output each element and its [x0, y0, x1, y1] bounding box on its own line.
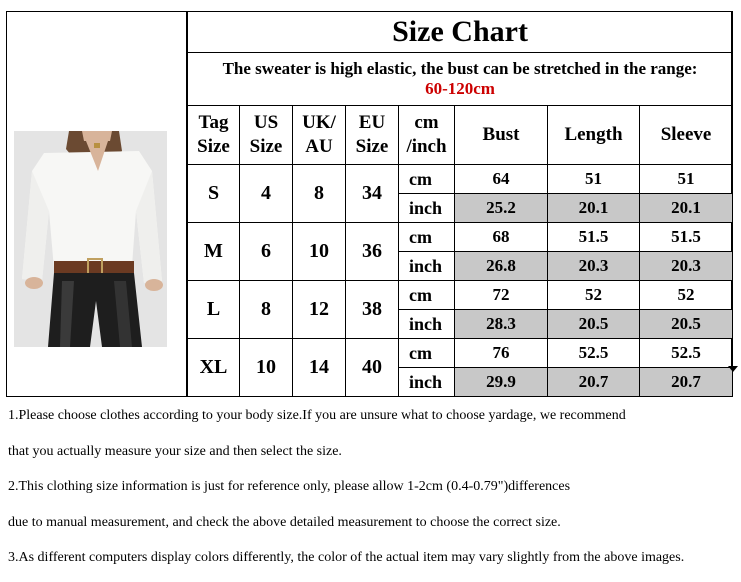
- tag-size-cell: L: [188, 281, 240, 339]
- size-chart-table: [187, 11, 733, 397]
- table-row: [188, 281, 733, 310]
- uk-au-cell: 10: [293, 223, 346, 281]
- eu-size-cell: 36: [346, 223, 399, 281]
- eu-size-cell: 40: [346, 339, 399, 397]
- product-photo: [14, 131, 167, 347]
- unit-cm-cell: cm: [399, 223, 455, 252]
- header-uk-au: UK/ AU: [293, 106, 346, 165]
- bust-cm-cell: 72: [455, 281, 548, 310]
- header-sleeve: Sleeve: [640, 106, 733, 165]
- bust-cm-cell: 64: [455, 165, 548, 194]
- sleeve-cm-cell: 51.5: [640, 223, 733, 252]
- us-size-cell: 10: [240, 339, 293, 397]
- tag-size-cell: M: [188, 223, 240, 281]
- uk-au-cell: 8: [293, 165, 346, 223]
- table-row: [188, 165, 733, 194]
- table-row: [188, 223, 733, 252]
- length-inch-cell: 20.7: [548, 368, 640, 397]
- length-cm-cell: 52.5: [548, 339, 640, 368]
- unit-inch-cell: inch: [399, 194, 455, 223]
- bust-inch-cell: 29.9: [455, 368, 548, 397]
- note-line: that you actually measure your size and then select the size.: [8, 443, 342, 459]
- eu-size-cell: 34: [346, 165, 399, 223]
- sleeve-inch-cell: 20.7: [640, 368, 733, 397]
- eu-size-cell: 38: [346, 281, 399, 339]
- us-size-cell: 8: [240, 281, 293, 339]
- note-line: due to manual measurement, and check the above detailed measurement to choose the correct size.: [8, 514, 561, 530]
- header-unit: cm /inch: [399, 106, 455, 165]
- bust-cm-cell: 68: [455, 223, 548, 252]
- unit-inch-cell: inch: [399, 310, 455, 339]
- header-length: Length: [548, 106, 640, 165]
- uk-au-cell: 12: [293, 281, 346, 339]
- length-cm-cell: 51: [548, 165, 640, 194]
- length-inch-cell: 20.5: [548, 310, 640, 339]
- length-cm-cell: 51.5: [548, 223, 640, 252]
- triangle-marker: [728, 366, 738, 372]
- unit-cm-cell: cm: [399, 165, 455, 194]
- tag-size-cell: XL: [188, 339, 240, 397]
- bust-inch-cell: 28.3: [455, 310, 548, 339]
- bust-inch-cell: 25.2: [455, 194, 548, 223]
- us-size-cell: 6: [240, 223, 293, 281]
- uk-au-cell: 14: [293, 339, 346, 397]
- header-bust: Bust: [455, 106, 548, 165]
- header-eu-size: EU Size: [346, 106, 399, 165]
- notes: [8, 404, 738, 582]
- us-size-cell: 4: [240, 165, 293, 223]
- sleeve-inch-cell: 20.3: [640, 252, 733, 281]
- note-line: 2.This clothing size information is just for reference only, please allow 1-2cm (0.4-0.79")differences: [8, 479, 571, 494]
- chart-title: Size Chart: [188, 12, 733, 53]
- unit-cm-cell: cm: [399, 281, 455, 310]
- bust-cm-cell: 76: [455, 339, 548, 368]
- tag-size-cell: S: [188, 165, 240, 223]
- length-inch-cell: 20.3: [548, 252, 640, 281]
- unit-inch-cell: inch: [399, 252, 455, 281]
- chart-subtitle: [188, 53, 733, 106]
- sleeve-cm-cell: 52: [640, 281, 733, 310]
- length-inch-cell: 20.1: [548, 194, 640, 223]
- unit-cm-cell: cm: [399, 339, 455, 368]
- stretch-note: The sweater is high elastic, the bust can be stretched in the range:: [222, 59, 698, 78]
- length-cm-cell: 52: [548, 281, 640, 310]
- header-us-size: US Size: [240, 106, 293, 165]
- size-rows: [188, 165, 733, 397]
- stretch-range: 60-120cm: [425, 79, 495, 98]
- sleeve-cm-cell: 51: [640, 165, 733, 194]
- bust-inch-cell: 26.8: [455, 252, 548, 281]
- table-row: [188, 339, 733, 368]
- note-line: 1.Please choose clothes according to your body size.If you are unsure what to choose yardage, we recommend: [8, 408, 626, 423]
- unit-inch-cell: inch: [399, 368, 455, 397]
- sleeve-inch-cell: 20.1: [640, 194, 733, 223]
- note-line: 3.As different computers display colors differently, the color of the actual item may vary slightly from the above images.: [8, 550, 685, 565]
- sleeve-inch-cell: 20.5: [640, 310, 733, 339]
- sleeve-cm-cell: 52.5: [640, 339, 733, 368]
- header-tag-size: Tag Size: [188, 106, 240, 165]
